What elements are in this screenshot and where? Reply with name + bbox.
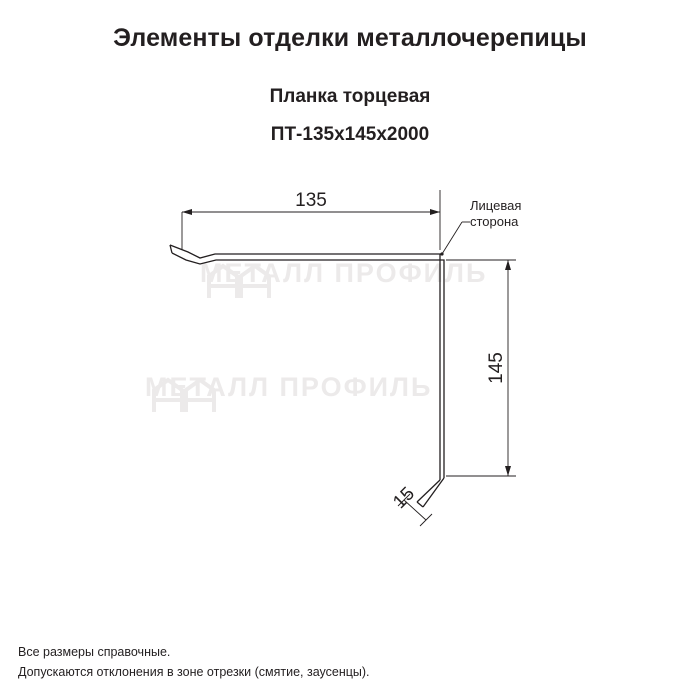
face-side-label-line1: Лицевая: [470, 198, 522, 213]
technical-drawing: [0, 150, 700, 570]
dimension-label-145: 145: [486, 352, 507, 384]
profile-outline: [170, 245, 444, 507]
footnotes: [18, 643, 370, 682]
watermark-text-2: МЕТАЛЛ ПРОФИЛЬ: [145, 372, 433, 402]
watermark-text-1: МЕТАЛЛ ПРОФИЛЬ: [200, 258, 488, 288]
face-side-leader: [440, 222, 470, 256]
product-code: ПТ-135х145х2000: [270, 124, 430, 145]
dimension-label-135: 135: [295, 190, 327, 211]
product-name: Планка торцевая: [269, 86, 431, 107]
face-side-label-line2: сторона: [470, 214, 519, 229]
page-title: Элементы отделки металлочерепицы: [113, 24, 587, 52]
footnote-line-1: Все размеры справочные.: [18, 645, 171, 660]
footnote-line-2: Допускаются отклонения в зоне отрезки (смятие, заусенцы).: [18, 664, 370, 679]
dimension-label-15: 15: [389, 483, 420, 514]
